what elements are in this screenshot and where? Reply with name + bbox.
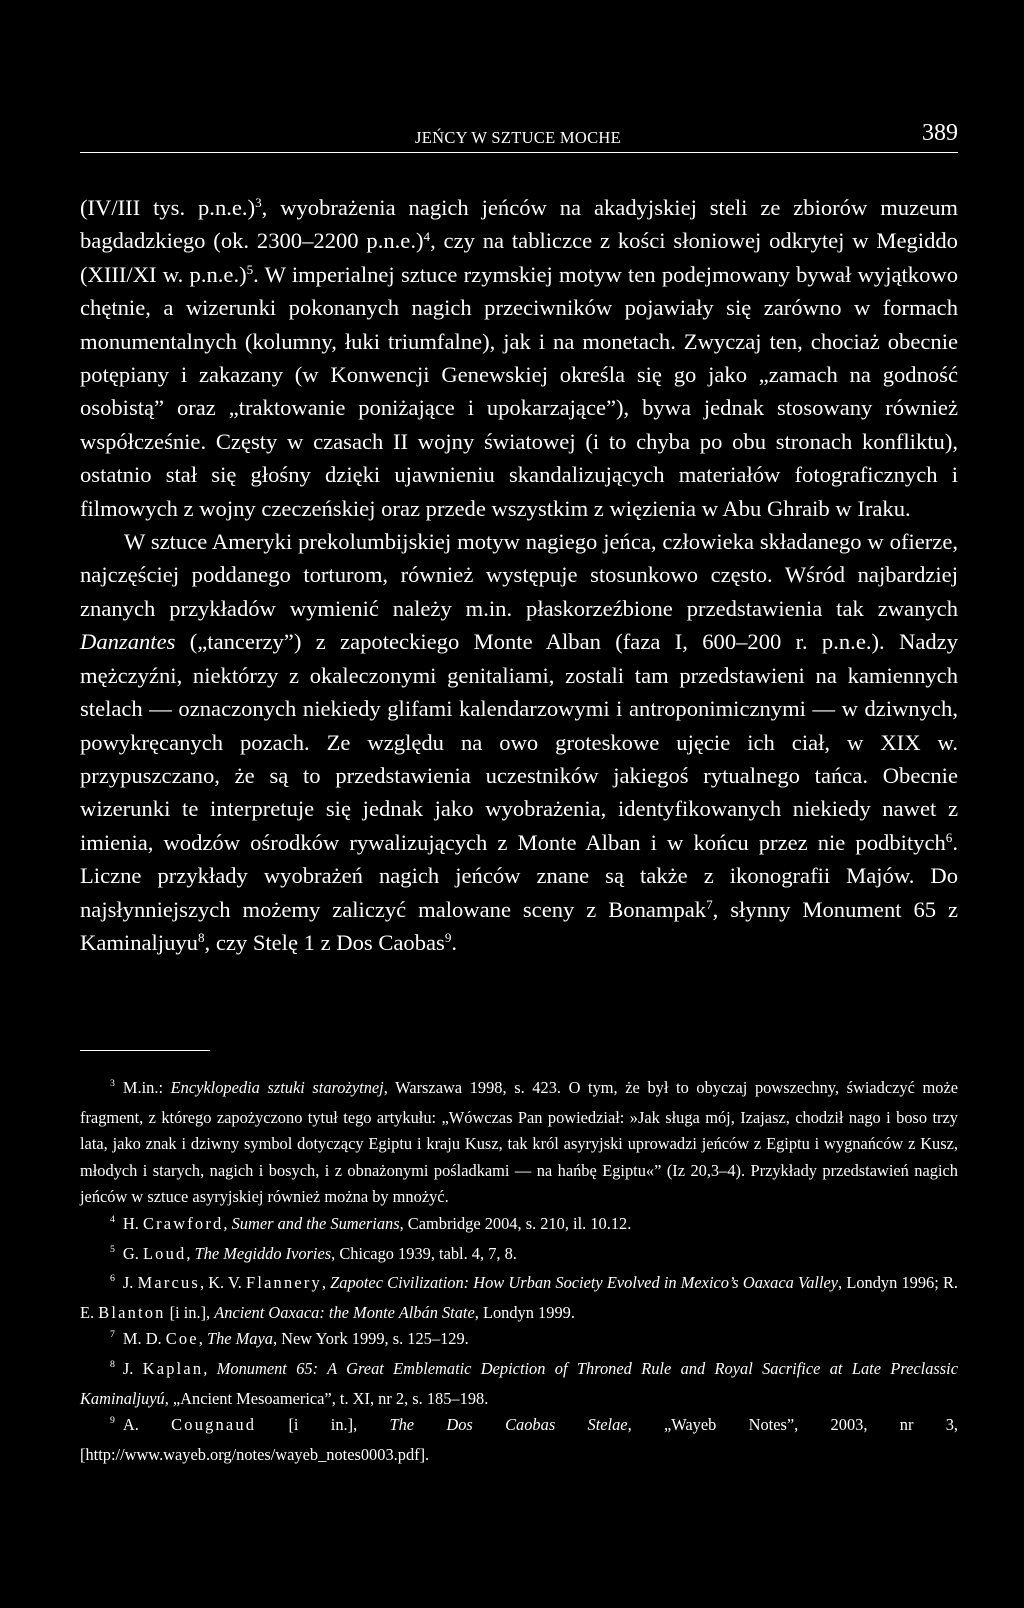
author-name: Blanton <box>98 1302 166 1322</box>
italic-term: Danzantes <box>80 629 176 655</box>
footnotes <box>80 1075 958 1468</box>
citation-title: Zapotec Civilization: How Urban Society Evolved in Mexico’s Oaxaca Valley <box>330 1273 839 1293</box>
text-run: , <box>198 1329 207 1349</box>
text-run: , „Wayeb Notes”, 2003, nr 3, [http://www.wayeb.org/notes/wayeb_notes0003.pdf]. <box>80 1415 958 1464</box>
footnote-ref-7[interactable]: 7 <box>706 896 713 912</box>
text-run: M.in.: <box>122 1078 171 1097</box>
footnote-number: 5 <box>110 1243 115 1255</box>
footnote-4 <box>80 1211 958 1241</box>
footnote-ref-5[interactable]: 5 <box>246 261 254 277</box>
text-run: , słynny Monument 65 z Kaminaljuyu <box>80 896 958 955</box>
text-run: , <box>203 1358 217 1378</box>
text-run: , „Ancient Mesoamerica”, t. XI, nr 2, s. 185–198. <box>164 1388 489 1408</box>
footnote-number: 4 <box>110 1214 115 1226</box>
text-run: , czy na tabliczce z kości słoniowej odkrytej w Megiddo (XIII/XI w. p.n.e.) <box>80 228 958 287</box>
text-run: , <box>186 1243 195 1263</box>
footnote-ref-3[interactable]: 3 <box>255 195 262 211</box>
footnote-5 <box>80 1241 958 1271</box>
author-name: Coe <box>165 1329 199 1349</box>
text-run: , K. V. <box>199 1273 247 1293</box>
author-name: Flannery <box>246 1273 322 1293</box>
author-name: Marcus <box>137 1273 200 1293</box>
main-text <box>80 191 958 959</box>
text-run: . W imperialnej sztuce rzymskiej motyw ten podejmowany bywał wyjątkowo chętnie, a wizerunki pokonanych nagich przeciwników pojawiały się zarówno w formach monumentalnych (kolumny, łuki triumfalne), jak i na monetach. Zwyczaj ten, chociaż obecnie potępiany i zakazany (w Konwencji Genewskiej określa się go jako „zamach na godność osobistą” oraz „traktowanie poniżające i upokarzające”), bywa jednak stosowany również współcześnie. Częsty w czasach II wojny światowej (i to chyba po obu stronach konfliktu), ostatnio stał się głośny dzięki ujawnieniu skandalizujących materiałów fotograficznych i filmowych z wojny czeczeńskiej oraz przede wszystkim z więzienia w Abu Ghraib w Iraku. <box>80 261 958 521</box>
citation-title: Monument 65: A Great Emblematic Depiction of Throned Rule and Royal Sacrifice at Late Preclassic Kaminaljuyú <box>80 1358 958 1408</box>
footnote-separator <box>80 1050 210 1051</box>
footnote-number: 8 <box>110 1359 115 1371</box>
text-run: , wyobrażenia nagich jeńców na akadyjskiej steli ze zbiorów muzeum bagdadzkiego (ok. 2300–2200 p.n.e.) <box>80 195 958 254</box>
citation-title: The Dos Caobas Stelae <box>389 1415 628 1435</box>
text-run: („tancerzy”) z zapoteckiego Monte Alban (faza I, 600–200 r. p.n.e.). Nadzy mężczyźni, niektórzy z okaleczonymi genitaliami, zostali tam przedstawieni na kamiennych stelach — oznaczonych niekiedy glifami kalendarzowymi i antroponimicznymi — w dziwnych, powykręcanych pozach. Ze względu na owo groteskowe ujęcie ich ciał, w XIX w. przypuszczano, że są to przedstawienia uczestników jakiegoś rytualnego tańca. Obecnie wizerunki te interpretuje się jednak jako wyobrażenia, identyfikowanych niekiedy nawet z imienia, wodzów ośrodków rywalizujących z Monte Alban i w końcu przez nie podbitych <box>80 629 958 855</box>
footnote-3 <box>80 1075 958 1211</box>
text-run: , Chicago 1939, tabl. 4, 7, 8. <box>331 1243 517 1263</box>
citation-title: Ancient Oaxaca: the Monte Albán State <box>214 1302 475 1322</box>
text-run: . <box>451 929 458 955</box>
text-run: W sztuce Ameryki prekolumbijskiej motyw nagiego jeńca, człowieka składanego w ofierze, najczęściej poddanego torturom, również występuje stosunkowo często. Wśród najbardziej znanych przykładów wymienić należy m.in. płaskorzeźbione przedstawienia tak zwanych <box>80 529 958 621</box>
footnote-number: 9 <box>110 1415 115 1427</box>
text-run: , Cambridge 2004, s. 210, il. 10.12. <box>399 1213 632 1233</box>
footnote-number: 6 <box>110 1273 115 1285</box>
footnote-9 <box>80 1412 958 1468</box>
footnote-ref-8[interactable]: 8 <box>197 930 205 946</box>
text-run: [i in.], <box>256 1415 390 1435</box>
text-run: , <box>321 1273 331 1293</box>
text-run: , Warszawa 1998, s. 423. O tym, że był to obyczaj powszechny, świadczyć może fragment, z którego zapożyczono tytuł tego artykułu: „Wówczas Pan powiedział: »Jak sługa mój, Izajasz, chodził nago i boso trzy lata, jako znak i dziwny symbol dotyczący Egiptu i kraju Kusz, tak król asyryjski uprowadzi jeńców z Egiptu i wygnańców z Kusz, młodych i starych, nagich i bosych, i z obnażonymi pośladkami — na hańbę Egiptu«” (Iz 20,3–4). Przykłady przedstawień nagich jeńców w sztuce asyryjskiej również można by mnożyć. <box>80 1078 959 1207</box>
text-run: , New York 1999, s. 125–129. <box>272 1329 469 1349</box>
page-number: 389 <box>922 120 958 146</box>
author-name: Cougnaud <box>171 1415 257 1435</box>
text-run: , Londyn 1996; R. E. <box>80 1273 959 1322</box>
footnote-ref-6[interactable]: 6 <box>945 829 953 845</box>
footnote-7 <box>80 1326 958 1356</box>
paragraph-2 <box>80 525 958 959</box>
citation-title: The Megiddo Ivories <box>194 1243 332 1263</box>
text-run: . Liczne przykłady wyobrażeń nagich jeńców znane są także z ikonografii Majów. Do najsłynniejszych możemy zaliczyć malowane sceny z Bonampak <box>80 829 958 922</box>
citation-title: Sumer and the Sumerians <box>231 1213 400 1233</box>
text-run: J. <box>122 1273 138 1293</box>
text-run: G. <box>122 1243 143 1263</box>
text-run: M. D. <box>122 1329 166 1349</box>
footnote-ref-4[interactable]: 4 <box>423 228 431 244</box>
citation-title: The Maya <box>206 1329 273 1349</box>
footnote-6 <box>80 1270 958 1326</box>
text-run: H. <box>122 1213 143 1233</box>
text-run: , <box>223 1213 232 1233</box>
text-run: J. <box>122 1358 143 1378</box>
footnote-number: 3 <box>110 1078 115 1090</box>
author-name: Kaplan <box>142 1358 204 1378</box>
paragraph-1 <box>80 191 958 525</box>
running-title: JEŃCY W SZTUCE MOCHE <box>415 128 621 147</box>
running-header <box>80 120 958 153</box>
citation-title: Encyklopedia sztuki starożytnej <box>170 1078 384 1097</box>
footnote-8 <box>80 1356 958 1412</box>
author-name: Crawford <box>142 1213 224 1233</box>
footnote-ref-9[interactable]: 9 <box>444 930 452 946</box>
author-name: Loud <box>142 1243 187 1263</box>
text-run: (IV/III tys. p.n.e.) <box>80 195 256 220</box>
text-run: , czy Stelę 1 z Dos Caobas <box>204 929 445 955</box>
text-run: [i in.], <box>165 1302 215 1322</box>
text-run: , Londyn 1999. <box>474 1302 575 1322</box>
text-run: A. <box>122 1415 172 1435</box>
footnote-number: 7 <box>110 1329 115 1341</box>
